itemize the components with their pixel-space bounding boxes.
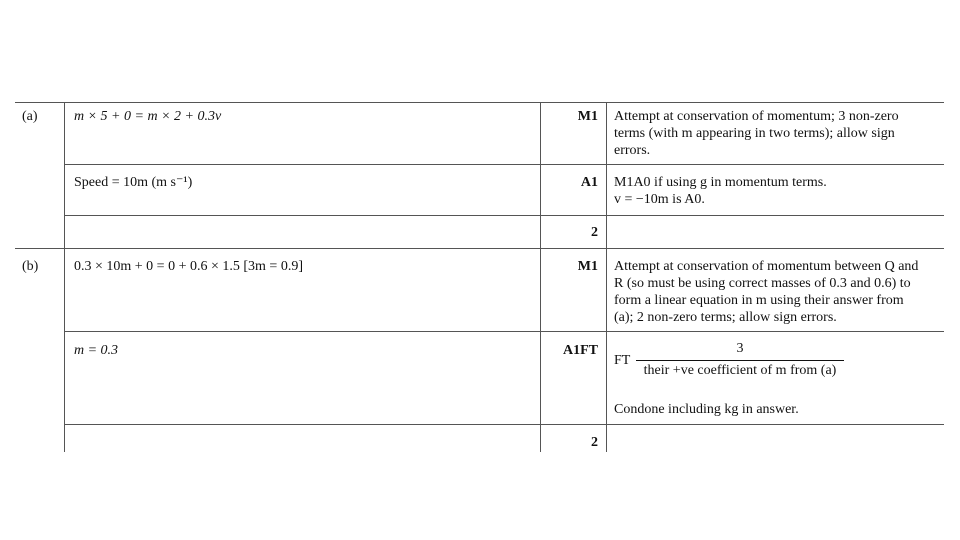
guidance-line: Condone including kg in answer. bbox=[614, 402, 799, 417]
mark-cell: A1 bbox=[580, 175, 598, 190]
part-divider bbox=[15, 248, 944, 249]
working-cell: 0.3 × 10m + 0 = 0 + 0.6 × 1.5 [3m = 0.9] bbox=[74, 259, 303, 274]
ft-prefix: FT bbox=[614, 353, 631, 368]
row-divider bbox=[64, 215, 944, 216]
column-divider bbox=[64, 102, 65, 452]
total-mark-cell: 2 bbox=[591, 225, 598, 240]
guidance-line: (a); 2 non-zero terms; allow sign errors. bbox=[614, 310, 837, 325]
guidance-line: terms (with m appearing in two terms); allow sign bbox=[614, 126, 895, 141]
working-cell: m = 0.3 bbox=[74, 343, 119, 358]
guidance-line: v = −10m is A0. bbox=[614, 192, 705, 207]
working-cell: m × 5 + 0 = m × 2 + 0.3v bbox=[74, 109, 222, 124]
guidance-line: form a linear equation in m using their answer from bbox=[614, 293, 904, 308]
guidance-line: M1A0 if using g in momentum terms. bbox=[614, 175, 827, 190]
working-cell: Speed = 10m (m s⁻¹) bbox=[74, 175, 193, 190]
guidance-line: errors. bbox=[614, 143, 651, 158]
row-divider bbox=[64, 331, 944, 332]
mark-cell: A1FT bbox=[563, 343, 598, 358]
ft-fraction bbox=[636, 341, 844, 383]
guidance-line: R (so must be using correct masses of 0.3 and 0.6) to bbox=[614, 276, 911, 291]
table-top-border bbox=[15, 102, 944, 103]
guidance-line: Attempt at conservation of momentum; 3 non-zero bbox=[614, 109, 899, 124]
guidance-line: Attempt at conservation of momentum between Q and bbox=[614, 259, 919, 274]
mark-cell: M1 bbox=[577, 259, 598, 274]
part-label: (b) bbox=[22, 259, 39, 274]
part-label: (a) bbox=[22, 109, 38, 124]
mark-cell: M1 bbox=[577, 109, 598, 124]
row-divider bbox=[64, 424, 944, 425]
column-divider bbox=[606, 102, 607, 452]
column-divider bbox=[540, 102, 541, 452]
fraction-bar bbox=[636, 360, 844, 361]
fraction-denominator: their +ve coefficient of m from (a) bbox=[643, 363, 837, 378]
row-divider bbox=[64, 164, 944, 165]
total-mark-cell: 2 bbox=[591, 435, 598, 450]
fraction-numerator: 3 bbox=[736, 341, 744, 356]
